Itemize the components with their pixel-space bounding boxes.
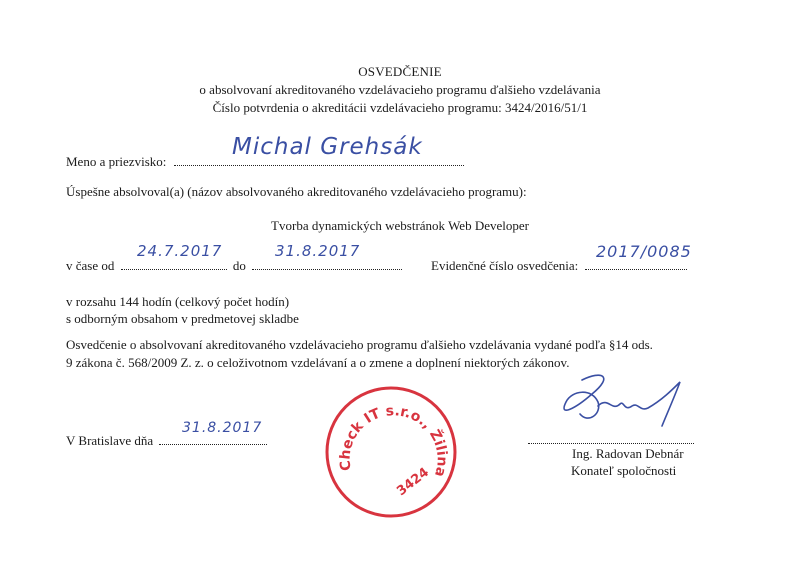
recipient-name-handwritten: Michal Grehsák bbox=[232, 134, 423, 160]
period-from-label: v čase od bbox=[66, 258, 115, 273]
program-name: Tvorba dynamických webstránok Web Developer bbox=[271, 218, 529, 233]
evidence-number-handwritten: 2017/0085 bbox=[596, 242, 692, 261]
scope-content: s odborným obsahom v predmetovej skladbe bbox=[66, 311, 299, 326]
period-row bbox=[66, 258, 402, 274]
program-intro: Úspešne absolvoval(a) (názov absolvovaného akreditovaného vzdelávacieho programu): bbox=[66, 184, 527, 199]
certificate-title: OSVEDČENIE bbox=[358, 64, 442, 79]
legal-text-line-1: Osvedčenie o absolvovaní akreditovaného vzdelávacieho programu ďalšieho vzdelávania vydané podľa §14 ods. bbox=[66, 337, 653, 352]
stamp-company-text: Check IT s.r.o., Žilina bbox=[337, 403, 450, 479]
signer-name: Ing. Radovan Debnár bbox=[572, 446, 684, 461]
period-to-handwritten: 31.8.2017 bbox=[275, 242, 361, 260]
certificate-subtitle: o absolvovaní akreditovaného vzdelávacieho programu ďalšieho vzdelávania bbox=[199, 82, 601, 97]
period-from-handwritten: 24.7.2017 bbox=[137, 242, 223, 260]
signer-role: Konateľ spoločnosti bbox=[571, 463, 677, 478]
name-label: Meno a priezvisko: bbox=[66, 154, 167, 169]
signature-scribble bbox=[552, 372, 692, 432]
evidence-label: Evidenčné číslo osvedčenia: bbox=[431, 258, 579, 273]
accreditation-number: Číslo potvrdenia o akreditácii vzdelávacieho programu: 3424/2016/51/1 bbox=[212, 100, 588, 115]
place-label: V Bratislave dňa bbox=[66, 433, 154, 448]
scope-hours: v rozsahu 144 hodín (celkový počet hodín) bbox=[66, 294, 290, 309]
period-to-label: do bbox=[232, 258, 246, 273]
issue-date-handwritten: 31.8.2017 bbox=[182, 420, 263, 436]
company-stamp bbox=[323, 384, 459, 520]
legal-text-line-2: 9 zákona č. 568/2009 Z. z. o celoživotnom vzdelávaní a o zmene a doplnení niektorých zákonov. bbox=[66, 355, 570, 370]
stamp-number: 3424 bbox=[394, 465, 432, 500]
